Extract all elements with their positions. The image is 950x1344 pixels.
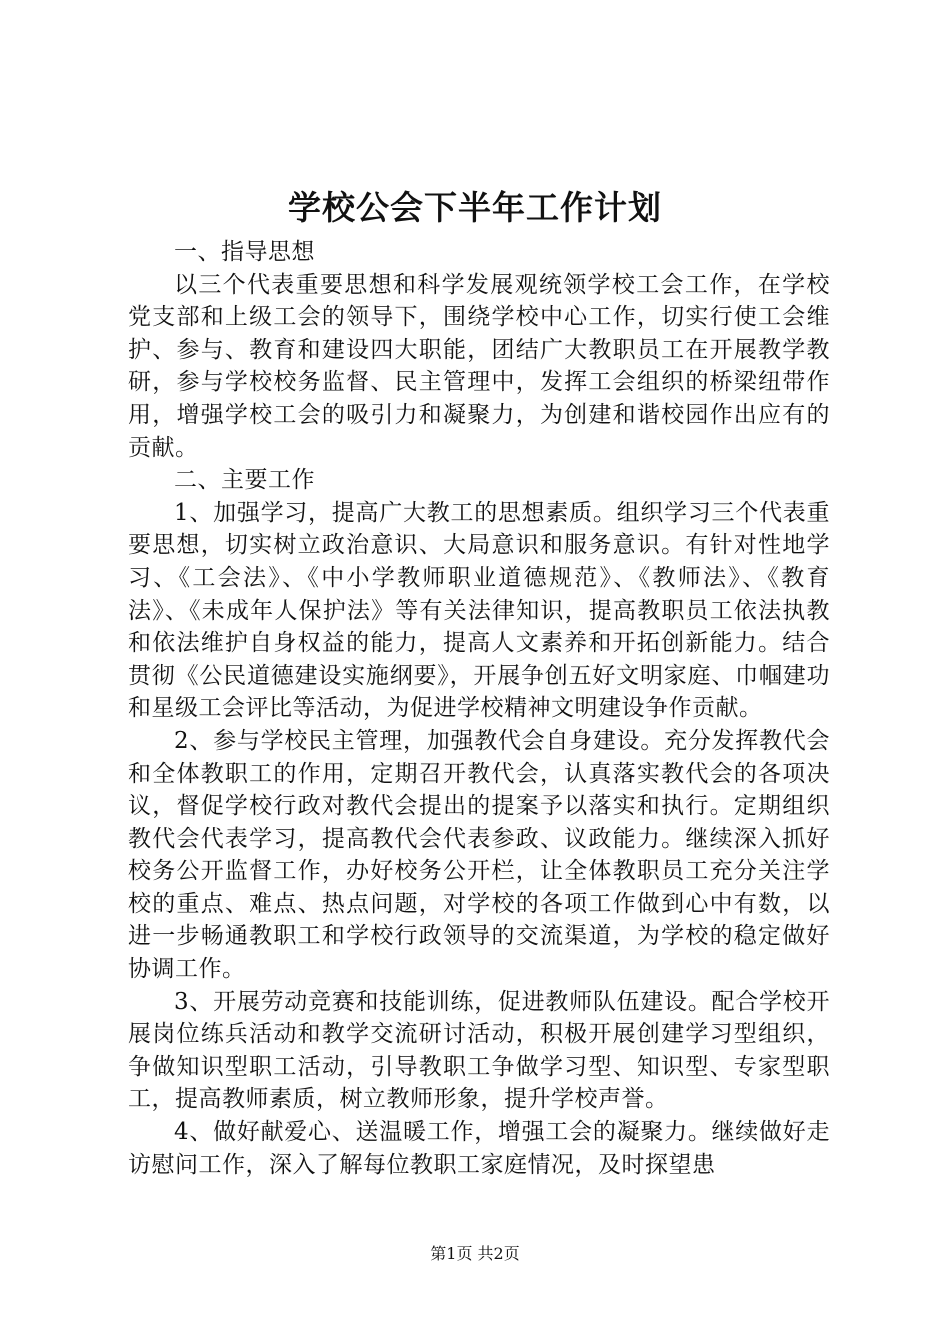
paragraph-work-item-3: 3、开展劳动竞赛和技能训练，促进教师队伍建设。配合学校开展岗位练兵活动和教学交流研讨活动，积极开展创建学习型组织，争做知识型职工活动，引导教职工争做学习型、知识型、专家型职工，提高教师素质，树立教师形象，提升学校声誉。 [128, 988, 830, 1113]
document-title: 学校公会下半年工作计划 [288, 188, 662, 227]
paragraph-work-item-2: 2、参与学校民主管理，加强教代会自身建设。充分发挥教代会和全体教职工的作用，定期召开教代会，认真落实教代会的各项决议，督促学校行政对教代会提出的提案予以落实和执行。定期组织教代会代表学习，提高教代会代表参政、议政能力。继续深入抓好校务公开监督工作，办好校务公开栏，让全体教职员工充分关注学校的重点、难点、热点问题，对学校的各项工作做到心中有数，以进一步畅通教职工和学校行政领导的交流渠道，为学校的稳定做好协调工作。 [128, 727, 830, 983]
paragraph-work-item-4: 4、做好献爱心、送温暖工作，增强工会的凝聚力。继续做好走访慰问工作，深入了解每位教职工家庭情况，及时探望患 [128, 1119, 830, 1178]
paragraph-guiding-ideology: 以三个代表重要思想和科学发展观统领学校工会工作，在学校党支部和上级工会的领导下，围绕学校中心工作，切实行使工会维护、参与、教育和建设四大职能，团结广大教职员工在开展教学教研，参与学校校务监督、民主管理中，发挥工会组织的桥梁纽带作用，增强学校工会的吸引力和凝聚力，为创建和谐校园作出应有的贡献。 [128, 271, 830, 461]
section-heading-main-work: 二、主要工作 [174, 467, 315, 494]
page-number-footer: 第1页 共2页 [430, 1244, 520, 1263]
document-body [128, 236, 830, 1181]
paragraph-work-item-1: 1、加强学习，提高广大教工的思想素质。组织学习三个代表重要思想，切实树立政治意识、大局意识和服务意识。有针对性地学习、《工会法》、《中小学教师职业道德规范》、《教师法》、《教育法》、《未成年人保护法》等有关法律知识，提高教职员工依法执教和依法维护自身权益的能力，提高人文素养和开拓创新能力。结合贯彻《公民道德建设实施纲要》，开展争创五好文明家庭、巾帼建功和星级工会评比等活动，为促进学校精神文明建设争作贡献。 [128, 499, 830, 722]
section-heading-guiding-ideology: 一、指导思想 [174, 239, 315, 265]
